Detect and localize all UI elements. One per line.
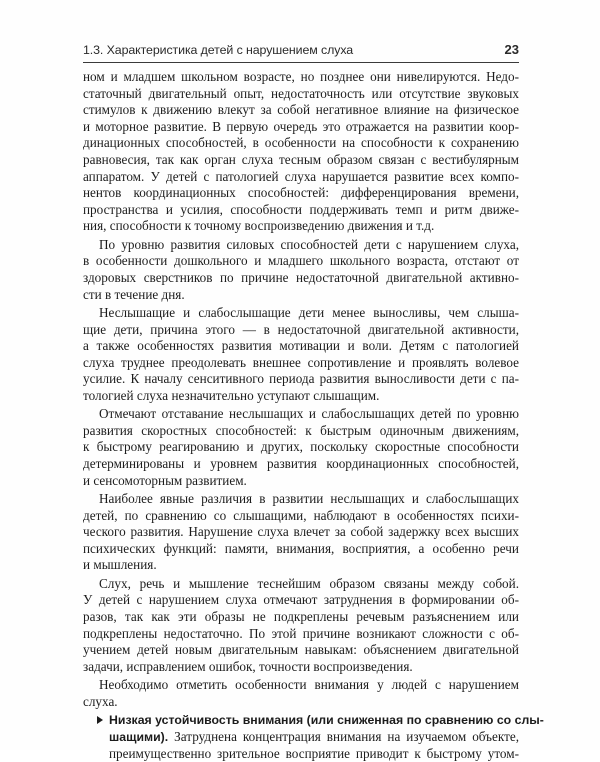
text-line: детей, по сравнению со слышащими, наблюдают в особенностях психи- [83, 507, 519, 523]
text-line: щие дети, причина этого — в недостаточной двигательной активности, [83, 321, 519, 337]
text-line: ном и младшем школьном возрасте, но позднее они нивелируются. Недо- [83, 69, 519, 84]
text-line: усилие. К началу сенситивного периода развития выносливости дети с па- [83, 371, 519, 387]
bullet-item [83, 712, 544, 762]
text-line: сти в течение дня. [83, 286, 185, 302]
bullet-text: Затруднена концентрация внимания на изучаемом объекте, [168, 728, 519, 744]
text-line: пространства и усилия, способности поддерживать темп и ритм движе- [83, 201, 519, 217]
text-line: Отмечают отставание неслышащих и слабослышащих детей по уровню [99, 406, 519, 422]
text-line: динационных способностей, в особенности на способности к сохранению [83, 135, 519, 151]
text-line [109, 729, 519, 746]
paragraph [83, 69, 519, 235]
text-line: ческого развития. Нарушение слуха влечет за собой задержку всех высших [83, 524, 519, 540]
text-line: детерминированы и уровнем развития координационных способностей, [83, 456, 519, 472]
text-line: в особенности дошкольного и младшего школьного возраста, отстают от [83, 253, 519, 269]
text-line: и сенсомоторным развитием. [83, 472, 247, 488]
text-line: По уровню развития силовых способностей дети с нарушением слуха, [99, 236, 519, 252]
text-line: ния, способности к точному воспроизведению движения и т.д. [83, 218, 435, 234]
text-line: развития скоростных способностей: к быстрым одиночным движениям, [83, 422, 519, 438]
text-line: здоровых сверстников по причине недостаточной двигательной активно- [83, 269, 519, 285]
text-line: статочный двигательный опыт, недостаточность или отсутствие звуковых [83, 85, 519, 101]
text-line: Слух, речь и мышление теснейшим образом связаны между собой. [99, 575, 519, 591]
paragraph [83, 237, 519, 303]
bullet-heading-end: шащими). [109, 729, 169, 744]
text-line: стимулов к движению влекут за собой негативное влияние на физическое [83, 102, 519, 118]
text-line: к быстрому реагированию и других, поскольку скоростные способности [83, 439, 519, 455]
text-line: слуха труднее преодолевать внешнее сопротивление и проявлять волевое [83, 354, 519, 370]
text-line: Необходимо отметить особенности внимания у людей с нарушением [99, 677, 519, 693]
paragraph [83, 576, 519, 676]
bullet-heading: Низкая устойчивость внимания (или сниженная по сравнению со слы- [109, 713, 544, 728]
text-line: психических функций: памяти, внимания, восприятия, а особенно речи [83, 540, 519, 556]
triangle-bullet-icon [97, 716, 103, 724]
text-line: Наиболее явные различия в развитии неслышащих и слабослышащих [99, 491, 519, 507]
paragraph [83, 406, 519, 489]
text-line [109, 712, 544, 729]
text-line: преимущественно зрительное восприятие приводит к быстрому утом- [109, 745, 519, 761]
text-line: слуха. [83, 693, 118, 709]
paragraph [83, 491, 519, 574]
text-line: разов, так как эти образы не подкреплены речевым разъяснением или [83, 608, 519, 624]
text-line: учением детей новым двигательным навыкам: объяснением двигательной [83, 642, 519, 658]
section-title: 1.3. Характеристика детей с нарушением слуха [83, 43, 354, 57]
text-line: подкреплены недостаточно. По этой причине возникают сложности с об- [83, 625, 519, 641]
text-line: и мышления. [83, 557, 157, 573]
text-line: аппаратом. У детей с патологией слуха нарушается развитие всех компо- [83, 168, 519, 184]
running-header [83, 42, 519, 60]
text-line: равновесия, так как орган слуха тесным образом связан с вестибулярным [83, 151, 519, 167]
header-rule [83, 62, 519, 63]
body-text [83, 69, 544, 762]
page-number: 23 [504, 42, 519, 57]
text-line: а также особенностях развития мотивации и воли. Детям с патологией [83, 338, 519, 354]
paragraph [83, 305, 519, 405]
text-line: тологией слуха незначительно уступают слышащим. [83, 387, 380, 403]
text-line: У детей с нарушением слуха отмечают затруднения в формировании об- [83, 592, 519, 608]
text-line: нентов координационных способностей: дифференцирования времени, [83, 185, 519, 201]
text-line: задачи, исправлением ошибок, точности воспроизведения. [83, 658, 413, 674]
paragraph [83, 677, 519, 710]
text-line: Неслышащие и слабослышащие дети менее выносливы, чем слыша- [99, 304, 519, 320]
text-line: и моторное развитие. В первую очередь это отражается на развитии коор- [83, 118, 519, 134]
